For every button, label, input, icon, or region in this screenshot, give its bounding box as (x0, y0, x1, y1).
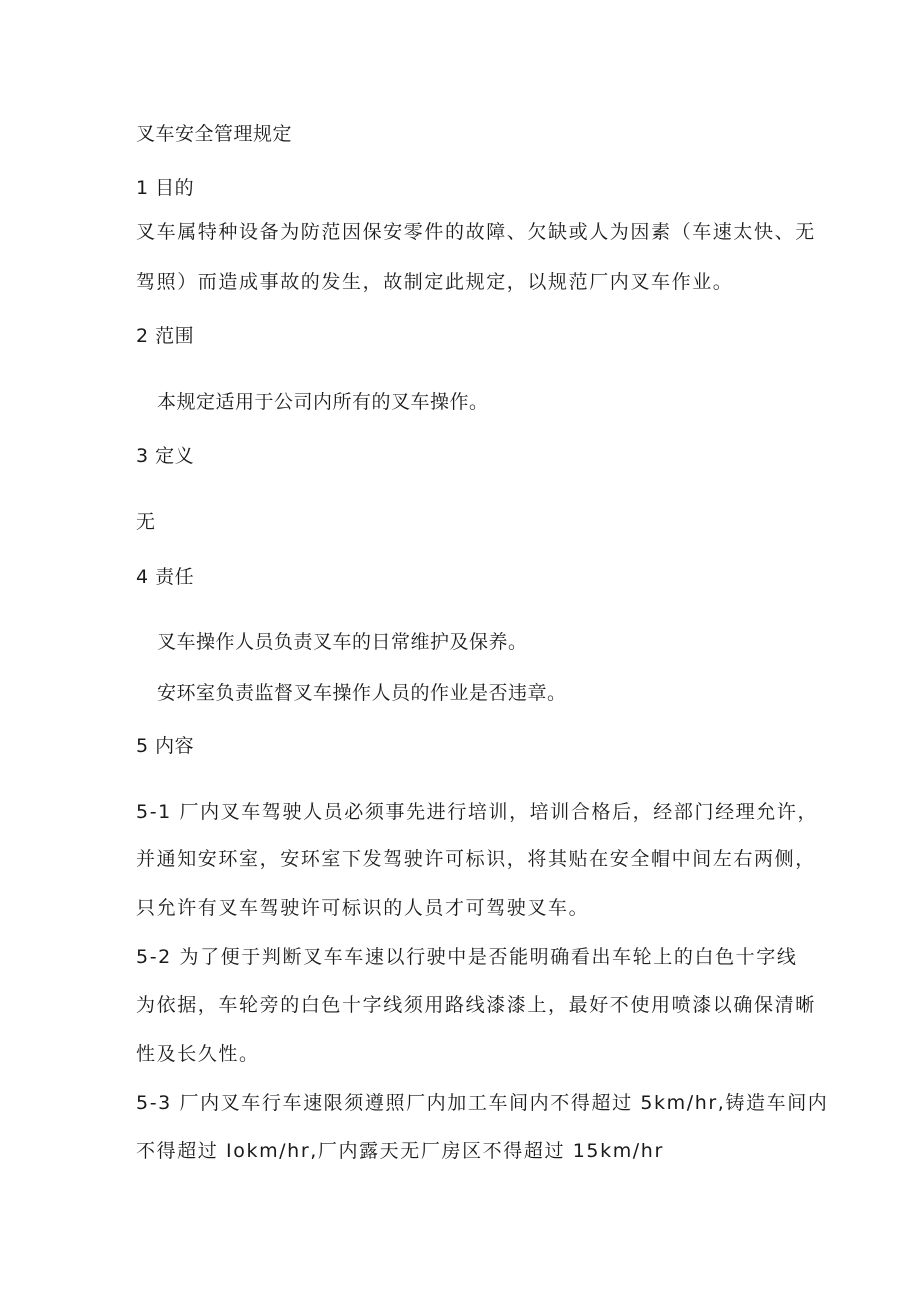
content-item-3-line-2: 不得超过 Iokm/hr,厂内露天无厂房区不得超过 15km∕hr (136, 1140, 664, 1162)
content-item-3-line-1: 5-3 厂内叉车行车速限须遵照厂内加工车间内不得超过 5km∕hr,铸造车间内 (136, 1092, 829, 1114)
section-heading-scope: 2 范围 (136, 325, 195, 347)
purpose-line-2: 驾照）而造成事故的发生，故制定此规定，以规范厂内叉车作业。 (136, 271, 734, 293)
section-heading-responsibility: 4 责任 (136, 566, 195, 588)
section-heading-definition: 3 定义 (136, 445, 195, 467)
purpose-line-1: 叉车属特种设备为防范因保安零件的故障、欠缺或人为因素（车速太快、无 (136, 221, 816, 243)
document-title: 叉车安全管理规定 (136, 123, 293, 145)
responsibility-item-1: 叉车操作人员负责叉车的日常维护及保养。 (157, 631, 528, 653)
section-heading-purpose: 1 目的 (136, 177, 195, 199)
content-item-1-line-1: 5-1 厂内叉车驾驶人员必须事先进行培训，培训合格后，经部门经理允许， (136, 801, 819, 823)
content-item-2-line-3: 性及长久性。 (136, 1043, 260, 1065)
section-heading-content: 5 内容 (136, 735, 195, 757)
content-item-2-line-1: 5-2 为了便于判断叉车车速以行驶中是否能明确看出车轮上的白色十字线 (136, 946, 798, 968)
scope-text: 本规定适用于公司内所有的叉车操作。 (157, 391, 489, 413)
content-item-1-line-3: 只允许有叉车驾驶许可标识的人员才可驾驶叉车。 (136, 897, 590, 919)
content-item-2-line-2: 为依据，车轮旁的白色十字线须用路线漆漆上，最好不使用喷漆以确保清晰 (136, 994, 816, 1016)
definition-text: 无 (136, 511, 156, 533)
responsibility-item-2: 安环室负责监督叉车操作人员的作业是否违章。 (157, 682, 567, 704)
content-item-1-line-2: 并通知安环室，安环室下发驾驶许可标识，将其贴在安全帽中间左右两侧， (136, 848, 816, 870)
